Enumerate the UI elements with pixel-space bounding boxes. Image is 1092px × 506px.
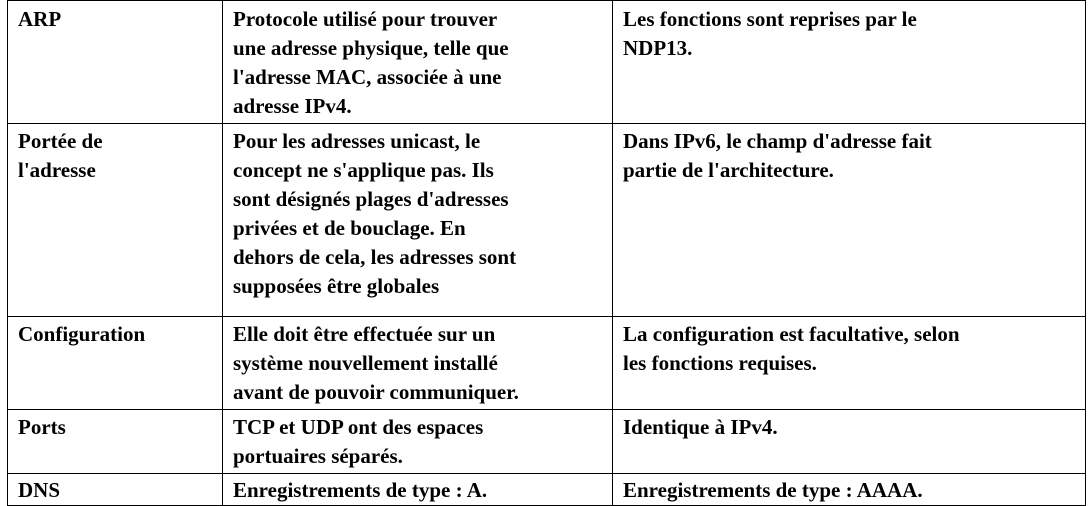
ipv6-cell: Enregistrements de type : AAAA. [613, 474, 1086, 506]
table-row-dns [8, 474, 1086, 506]
ipv6-cell: Identique à IPv4. [613, 410, 1086, 474]
ipv4-ipv6-comparison-table [7, 0, 1086, 506]
ipv4-cell: Protocole utilisé pour trouver une adresse physique, telle que l'adresse MAC, associée à une adresse IPv4. [223, 1, 613, 124]
table-row-configuration [8, 317, 1086, 410]
table-row-ports [8, 410, 1086, 474]
table-row-arp [8, 1, 1086, 124]
term-cell: ARP [8, 1, 223, 124]
ipv6-cell: Les fonctions sont reprises par le NDP13. [613, 1, 1086, 124]
comparison-table-wrapper [7, 0, 1085, 506]
ipv6-cell: La configuration est facultative, selon les fonctions requises. [613, 317, 1086, 410]
ipv4-cell: Enregistrements de type : A. [223, 474, 613, 506]
term-cell: DNS [8, 474, 223, 506]
ipv6-cell: Dans IPv6, le champ d'adresse fait partie de l'architecture. [613, 124, 1086, 317]
ipv4-cell: TCP et UDP ont des espaces portuaires séparés. [223, 410, 613, 474]
ipv4-cell: Pour les adresses unicast, le concept ne s'applique pas. Ils sont désignés plages d'adresses privées et de bouclage. En dehors de cela, les adresses sont supposées être globales [223, 124, 613, 317]
ipv4-cell: Elle doit être effectuée sur un système nouvellement installé avant de pouvoir communiquer. [223, 317, 613, 410]
table-row-address-scope [8, 124, 1086, 317]
term-cell: Portée de l'adresse [8, 124, 223, 317]
term-cell: Configuration [8, 317, 223, 410]
term-cell: Ports [8, 410, 223, 474]
